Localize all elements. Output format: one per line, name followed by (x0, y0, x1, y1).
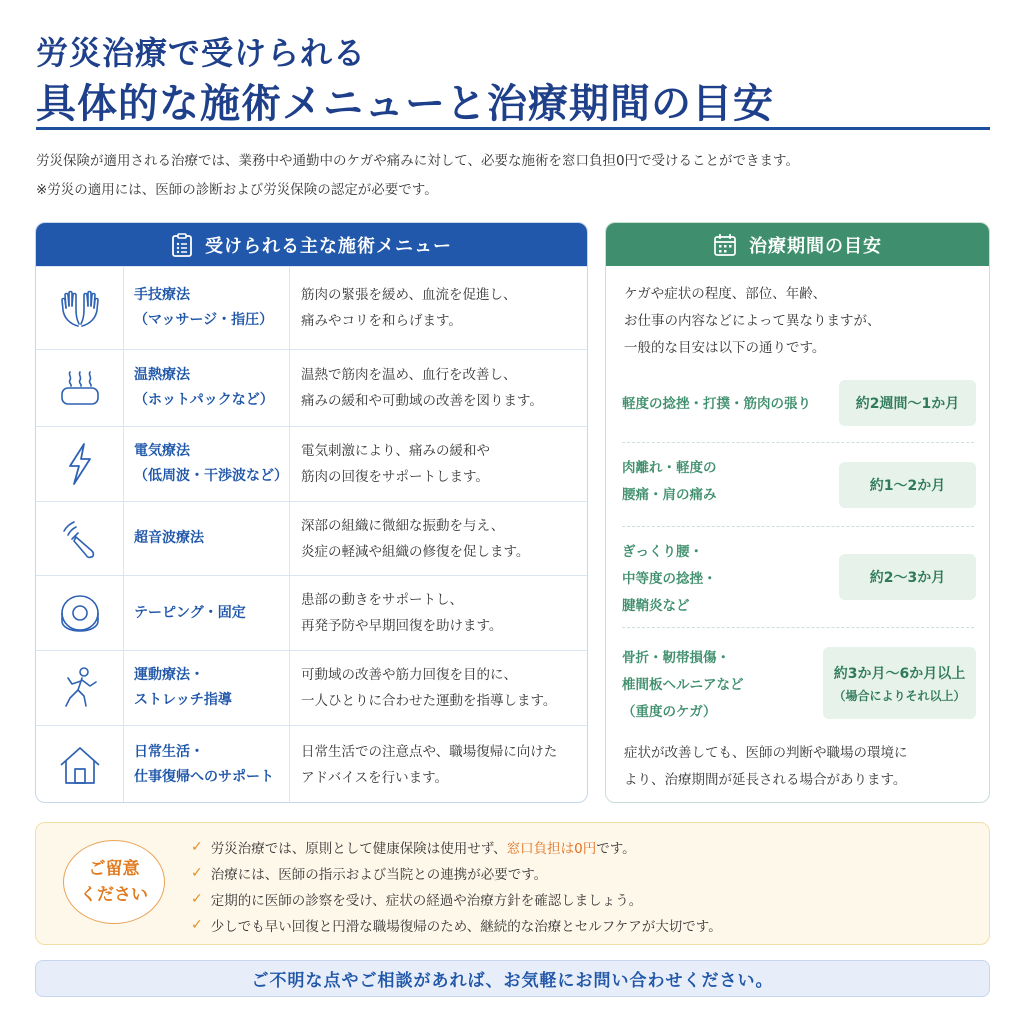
notice-item (191, 889, 642, 909)
period-duration-note: （場合によりそれ以上） (833, 688, 966, 703)
check-icon: ✓ (191, 891, 203, 907)
period-condition-line3: （重度のケガ） (622, 704, 717, 720)
intro-text: 労災保険が適用される治療では、業務中や通勤中のケガや痛みに対して、必要な施術を窓口負担0円で受けることができます。 (36, 153, 799, 169)
intro-note: ※労災の適用には、医師の診断および労災保険の認定が必要です。 (36, 182, 438, 198)
notice-item-text: 定期的に医師の診察を受け、症状の経過や治療方針を確認しましょう。 (210, 893, 643, 909)
page-title-line2: 具体的な施術メニューと治療期間の目安 (36, 81, 774, 127)
notice-emphasis: 窓口負担は0円 (506, 841, 597, 857)
menu-desc-line2: アドバイスを行います。 (301, 770, 449, 786)
period-condition (622, 455, 717, 509)
menu-desc-line2: 痛みの緩和や可動域の改善を図ります。 (301, 393, 543, 409)
menu-name-line1: 手技療法 (134, 287, 190, 303)
period-duration-badge (839, 554, 976, 600)
page-title-line1: 労災治療で受けられる (36, 34, 367, 72)
menu-desc-line1: 電気刺激により、痛みの緩和や (301, 443, 490, 459)
period-condition-line2: 椎間板ヘルニアなど (622, 677, 744, 693)
divider (622, 442, 974, 443)
period-condition (622, 539, 717, 620)
notice-badge (63, 840, 165, 924)
menu-desc-line1: 温熱で筋肉を温め、血行を改善し、 (301, 367, 517, 383)
menu-name (124, 350, 290, 426)
tape-roll-icon (36, 576, 124, 650)
menu-desc-line1: 可動域の改善や筋力回復を目的に、 (301, 667, 517, 683)
period-condition-line2: 腰痛・肩の痛み (622, 487, 717, 503)
menu-desc-line1: 日常生活での注意点や、職場復帰に向けた (301, 744, 558, 760)
menu-name (124, 651, 290, 725)
menu-description (290, 651, 587, 725)
house-icon (36, 726, 124, 803)
menu-desc-line2: 痛みやコリを和らげます。 (301, 313, 462, 329)
notice-badge-line1: ご留意 (88, 859, 140, 879)
period-duration: 約1〜2か月 (869, 478, 946, 494)
menu-desc-line1: 深部の組織に微細な振動を与え、 (301, 517, 505, 534)
menu-desc-line1: 筋肉の緊張を緩め、血流を促進し、 (301, 287, 517, 303)
menu-desc-line2: 再発予防や早期回復を助けます。 (301, 618, 503, 634)
menu-description (290, 576, 587, 650)
menu-row-manual-therapy (36, 266, 587, 349)
menu-name-line2: （マッサージ・指圧） (134, 312, 274, 328)
menu-name (124, 576, 290, 650)
menu-desc-line1: 患部の動きをサポートし、 (301, 592, 463, 608)
period-condition (622, 645, 744, 726)
menu-description (290, 350, 587, 426)
notice-item-text-end: です。 (596, 841, 636, 857)
period-intro-line3: 一般的な目安は以下の通りです。 (624, 340, 826, 356)
period-duration-badge (839, 380, 976, 426)
period-condition-line1: 肉離れ・軽度の (622, 460, 717, 476)
menu-name (124, 267, 290, 349)
hot-pack-icon (36, 350, 124, 426)
menu-row-exercise-therapy (36, 650, 587, 725)
notice-badge-line2: ください (80, 885, 148, 905)
check-icon: ✓ (191, 917, 203, 933)
period-condition-line2: 中等度の捻挫・ (622, 571, 717, 587)
period-intro-line1: ケガや症状の程度、部位、年齢、 (624, 286, 827, 302)
menu-row-electric-therapy (36, 426, 587, 501)
treatment-period-panel (605, 222, 990, 803)
notice-item-text: 労災治療では、原則として健康保険は使用せず、 (210, 841, 507, 857)
contact-banner (35, 960, 990, 997)
menu-row-daily-life-support (36, 725, 587, 803)
menu-name-line2: ストレッチ指導 (134, 692, 232, 708)
period-condition-line1: ぎっくり腰・ (622, 544, 703, 560)
period-footnote-line2: より、治療期間が延長される場合があります。 (624, 772, 907, 788)
menu-name-line1: 電気療法 (134, 443, 190, 459)
menu-description (290, 726, 587, 803)
period-intro (624, 281, 881, 362)
ultrasound-probe-icon (36, 502, 124, 575)
menu-description (290, 427, 587, 501)
treatment-menu-panel (35, 222, 588, 803)
menu-desc-line2: 筋肉の回復をサポートします。 (301, 469, 489, 485)
check-icon: ✓ (191, 839, 203, 855)
title-divider (36, 127, 990, 130)
menu-row-taping (36, 575, 587, 650)
period-duration-badge (839, 462, 976, 508)
divider (622, 526, 974, 527)
notice-item (191, 837, 636, 857)
menu-name (124, 726, 290, 803)
menu-name-line1: 運動療法・ (134, 667, 204, 683)
menu-name-line1: テーピング・固定 (134, 604, 246, 621)
notice-item-text: 治療には、医師の指示および当院との連携が必要です。 (210, 867, 548, 883)
menu-name-line2: （低周波・干渉波など） (134, 468, 288, 484)
period-condition (622, 391, 811, 418)
menu-name (124, 502, 290, 575)
treatment-period-header (606, 223, 989, 266)
menu-name-line2: 仕事復帰へのサポート (134, 769, 274, 785)
divider (622, 627, 974, 628)
menu-name (124, 427, 290, 501)
contact-banner-text: ご不明な点やご相談があれば、お気軽にお問い合わせください。 (251, 971, 774, 991)
notice-item (191, 915, 722, 935)
notice-box (35, 822, 990, 945)
menu-name-line1: 超音波療法 (134, 530, 204, 546)
menu-row-heat-therapy (36, 349, 587, 426)
period-duration: 約3か月〜6か月以上 (833, 665, 966, 682)
notice-item (191, 863, 547, 883)
period-duration: 約2週間〜1か月 (855, 396, 960, 412)
treatment-period-title: 治療期間の目安 (749, 235, 882, 257)
menu-name-line2: （ホットパックなど） (134, 392, 274, 408)
period-condition-line3: 腱鞘炎など (622, 598, 690, 614)
menu-desc-line2: 炎症の軽減や組織の修復を促します。 (301, 543, 530, 560)
menu-description (290, 267, 587, 349)
period-intro-line2: お仕事の内容などによって異なりますが、 (624, 313, 881, 329)
period-duration: 約2〜3か月 (869, 570, 946, 586)
treatment-menu-title: 受けられる主な施術メニュー (205, 235, 452, 257)
period-duration-badge (823, 647, 976, 719)
check-icon: ✓ (191, 865, 203, 881)
menu-description (290, 502, 587, 575)
hands-icon (36, 267, 124, 349)
calendar-icon (713, 233, 737, 257)
menu-name-line1: 温熱療法 (134, 367, 190, 383)
period-footnote-line1: 症状が改善しても、医師の判断や職場の環境に (624, 745, 908, 761)
treatment-menu-header (36, 223, 587, 266)
period-footnote (624, 740, 908, 794)
period-condition-line1: 骨折・靭帯損傷・ (622, 650, 730, 666)
period-condition-line1: 軽度の捻挫・打撲・筋肉の張り (622, 396, 811, 412)
menu-name-line1: 日常生活・ (134, 744, 204, 760)
notice-item-text: 少しでも早い回復と円滑な職場復帰のため、継続的な治療とセルフケアが大切です。 (210, 919, 722, 935)
menu-desc-line2: 一人ひとりに合わせた運動を指導します。 (301, 693, 557, 709)
clipboard-icon (171, 233, 193, 257)
stretching-person-icon (36, 651, 124, 725)
lightning-icon (36, 427, 124, 501)
menu-row-ultrasound-therapy (36, 501, 587, 575)
